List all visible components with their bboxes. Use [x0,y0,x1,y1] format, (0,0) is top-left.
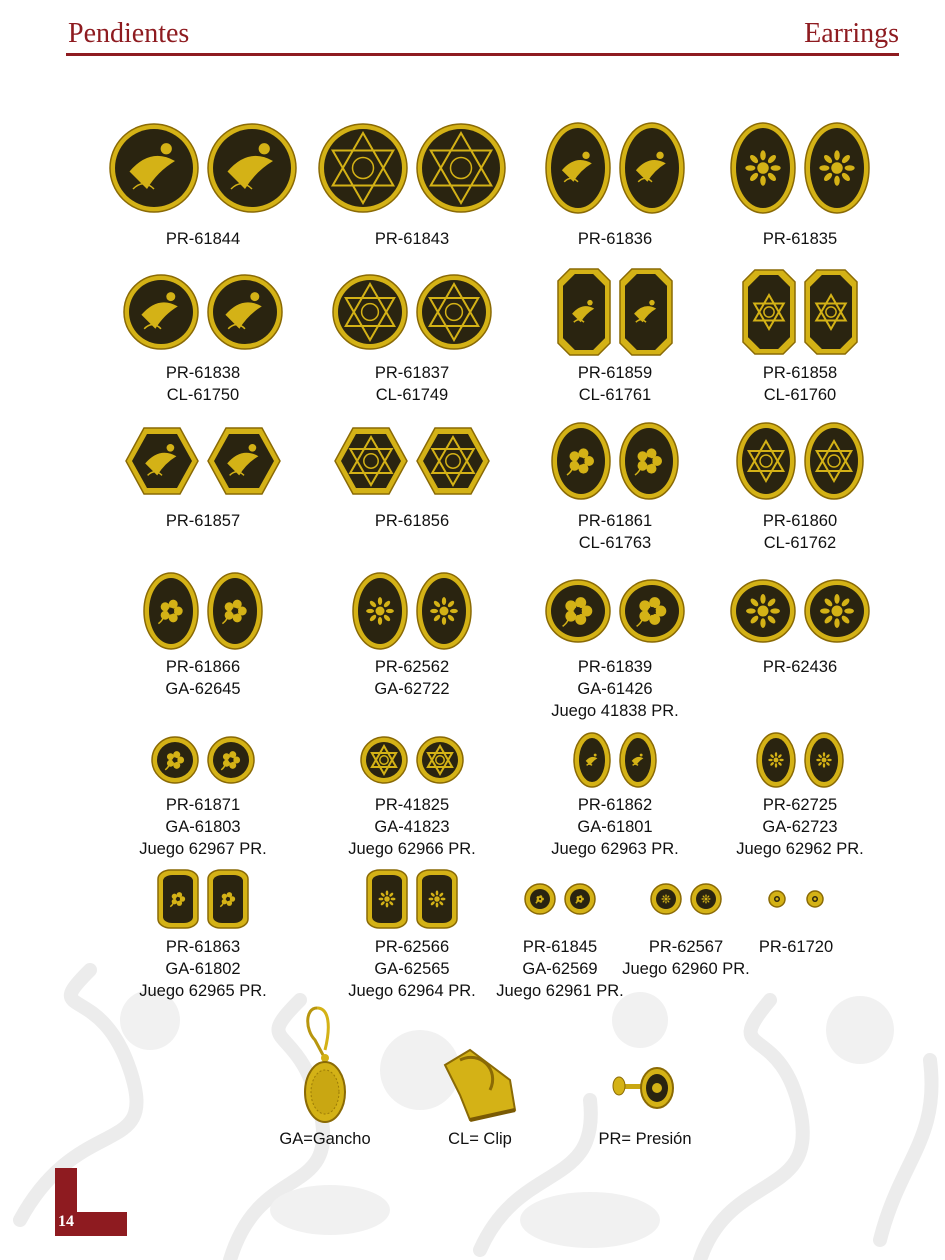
earring-piece [557,268,611,356]
earring-pair-image [123,274,283,350]
earring-codes [525,362,705,406]
product-code: GA-41823 [374,818,450,836]
earring-pair-image [740,269,860,355]
earring-piece [360,736,408,784]
earring-codes [710,794,890,860]
earring-piece [564,883,596,915]
earring-piece [416,869,458,929]
product-code: CL-61749 [375,386,449,404]
product-code: PR-61720 [758,938,834,956]
earring-piece [619,422,679,500]
product-code: PR-61837 [374,364,450,382]
earring-codes [322,656,502,700]
earring-pair-image [545,579,685,643]
product-code: PR-61835 [762,230,838,248]
earring-piece [352,572,408,650]
earring-piece [157,869,199,929]
product-code: PR-41825 [374,796,450,814]
earring-piece [730,122,796,214]
earring-piece [125,427,199,495]
earring-codes [304,510,520,532]
earring-piece [619,579,685,643]
earring-codes [113,794,293,860]
earring-piece [207,572,263,650]
earring-piece [736,422,796,500]
product-code: CL-61760 [763,386,837,404]
earring-piece [416,427,490,495]
earring-codes [515,228,715,250]
legend-label-stud: PR= Presión [598,1130,692,1148]
earring-codes [113,936,293,1002]
earring-piece [742,269,796,355]
product-code: Juego 62964 PR. [348,982,476,1000]
earring-piece [690,883,722,915]
earring-pair-image [143,736,263,784]
earring-pair-image [352,736,472,784]
product-code: CL-61761 [578,386,652,404]
earring-piece [151,736,199,784]
earring-codes [710,362,890,406]
earring-piece [416,572,472,650]
earring-codes [302,362,522,406]
earring-piece [207,869,249,929]
earring-pair-image [318,123,506,213]
earring-piece [207,427,281,495]
header-divider [66,53,899,56]
product-code: Juego 62963 PR. [551,840,679,858]
product-code: PR-61858 [762,364,838,382]
earring-codes [93,362,313,406]
product-code: CL-61750 [166,386,240,404]
earring-codes [706,510,894,554]
earring-pair-image [736,422,864,500]
earring-piece [756,732,796,788]
product-code: PR-61856 [374,512,450,530]
product-code: Juego 41838 PR. [551,702,679,720]
product-code: PR-62566 [374,938,450,956]
product-code: GA-62645 [165,680,241,698]
earring-codes [706,936,886,958]
earring-piece [207,274,283,350]
earring-piece [730,579,796,643]
earring-pair-image [555,732,675,788]
product-code: PR-61839 [577,658,653,676]
product-code: PR-62436 [762,658,838,676]
product-code: PR-61843 [374,230,450,248]
earring-pair-image [736,890,856,908]
earring-piece [318,123,408,213]
product-code: Juego 62966 PR. [348,840,476,858]
product-code: PR-62562 [374,658,450,676]
earring-piece [207,736,255,784]
earring-pair-image [730,122,870,214]
earring-codes [288,228,536,250]
earring-pair-image [555,268,675,356]
earring-piece [804,732,844,788]
product-code: PR-61863 [165,938,241,956]
earring-piece [806,890,824,908]
earring-piece [416,123,506,213]
product-code: GA-61426 [577,680,653,698]
earring-piece [804,422,864,500]
earring-piece [551,422,611,500]
earring-codes [515,656,715,722]
product-code: Juego 62960 PR. [622,960,750,978]
product-code: PR-61860 [762,512,838,530]
earring-piece [207,123,297,213]
earring-piece [123,274,199,350]
earring-pair-image [730,579,870,643]
earring-pair-image [352,572,472,650]
product-code: PR-61859 [577,364,653,382]
stud-earring-icon [605,1050,685,1130]
earring-pair-image [332,274,492,350]
product-code: GA-61801 [577,818,653,836]
earring-codes [322,794,502,860]
earring-piece [524,883,556,915]
product-code: GA-62722 [374,680,450,698]
earring-piece [804,579,870,643]
product-code: PR-61866 [165,658,241,676]
earring-pair-image [143,869,263,929]
product-code: GA-61803 [165,818,241,836]
product-code: PR-62725 [762,796,838,814]
legend-clip [425,1040,535,1149]
earring-piece [334,427,408,495]
legend-stud [585,1050,705,1149]
earring-piece [545,579,611,643]
product-code: Juego 62965 PR. [139,982,267,1000]
earring-codes [113,656,293,700]
earring-codes [700,228,900,250]
earring-piece [416,274,492,350]
product-code: Juego 62961 PR. [496,982,624,1000]
product-code: CL-61763 [578,534,652,552]
product-code: Juego 62967 PR. [139,840,267,858]
earring-codes [95,510,311,532]
earring-pair-image [352,869,472,929]
earring-piece [804,269,858,355]
product-code: PR-61857 [165,512,241,530]
earring-pair-image [143,572,263,650]
product-code: PR-61836 [577,230,653,248]
product-code: PR-61861 [577,512,653,530]
hook-earring-icon [295,1000,355,1130]
earring-pair-image [500,883,620,915]
earring-piece [416,736,464,784]
earring-piece [619,268,673,356]
earring-pair-image [109,123,297,213]
earring-pair-image [626,883,746,915]
product-code: GA-62723 [762,818,838,836]
earring-piece [650,883,682,915]
earring-codes [521,510,709,554]
earring-piece [573,732,611,788]
product-code: PR-61845 [522,938,598,956]
clip-earring-icon [430,1040,530,1130]
earring-pair-image [125,427,281,495]
earring-pair-image [334,427,490,495]
page-title-english: Earrings [804,18,899,49]
product-code: PR-62567 [648,938,724,956]
earring-pair-image [545,122,685,214]
product-code: CL-61762 [763,534,837,552]
earring-piece [619,122,685,214]
product-code: Juego 62962 PR. [736,840,864,858]
earring-pair-image [551,422,679,500]
earring-codes [525,794,705,860]
earring-piece [332,274,408,350]
legend-label-hook: GA=Gancho [279,1130,371,1148]
product-code: PR-61838 [165,364,241,382]
page-title-spanish: Pendientes [68,18,190,49]
earring-codes [700,656,900,678]
earring-piece [545,122,611,214]
legend-label-clip: CL= Clip [448,1130,512,1148]
product-code: GA-62569 [522,960,598,978]
earring-piece [768,890,786,908]
earring-pair-image [740,732,860,788]
earring-piece [366,869,408,929]
product-code: GA-61802 [165,960,241,978]
legend-hook [270,1000,380,1149]
earring-piece [143,572,199,650]
product-code: PR-61871 [165,796,241,814]
product-code: PR-61862 [577,796,653,814]
product-code: GA-62565 [374,960,450,978]
earring-piece [804,122,870,214]
earring-piece [109,123,199,213]
product-code: PR-61844 [165,230,241,248]
earring-piece [619,732,657,788]
page-number: 14 [58,1213,74,1230]
